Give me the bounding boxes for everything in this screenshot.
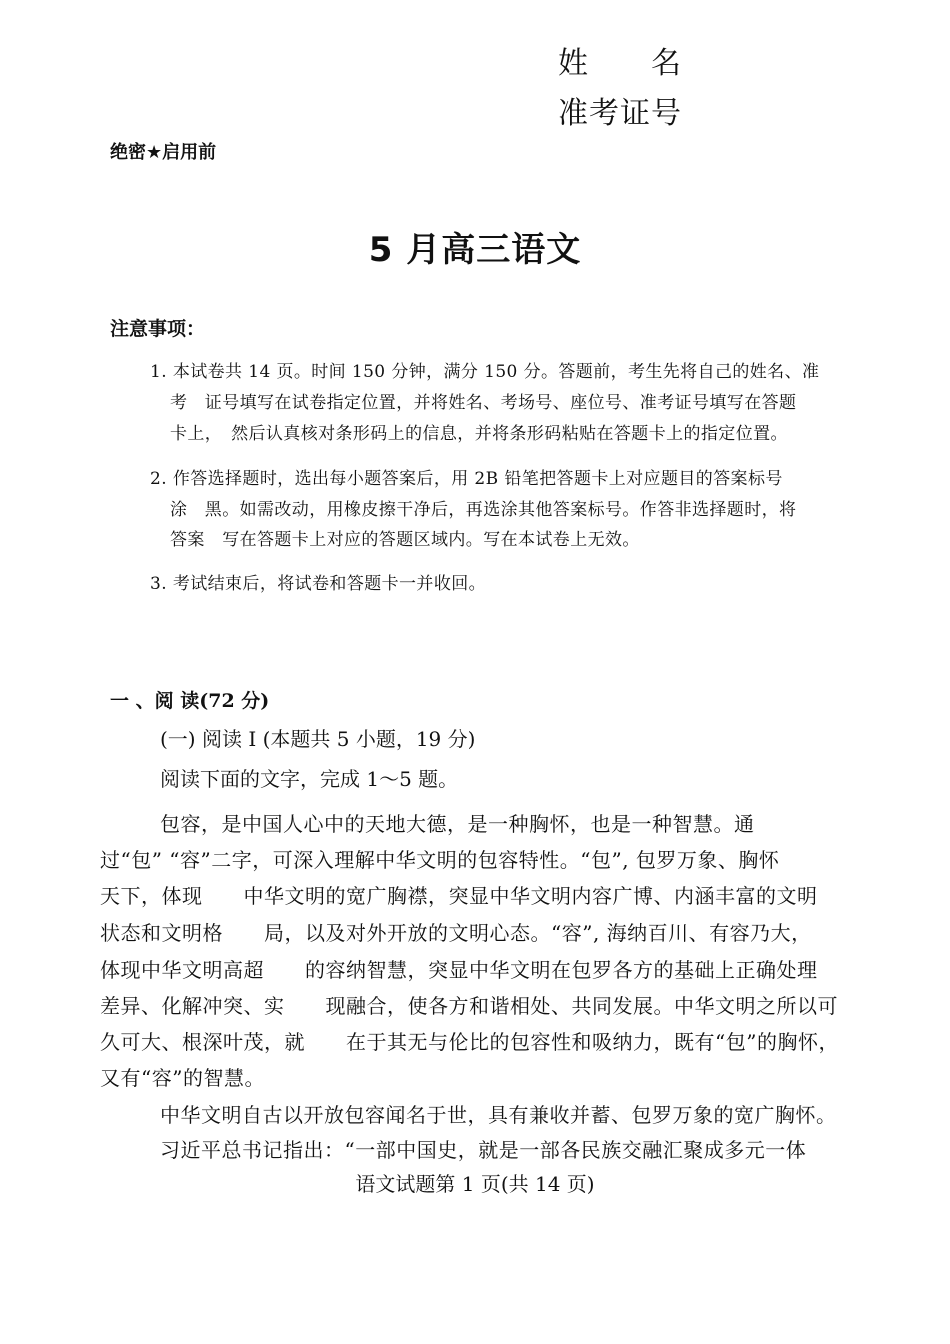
notice-item-1-line-1: 1. 本试卷共 14 页。时间 150 分钟，满分 150 分。答题前，考生先将自己的姓名、准 <box>150 362 820 382</box>
notice-item-2-line-1: 2. 作答选择题时，选出每小题答案后，用 2B 铅笔把答题卡上对应题目的答案标号 <box>150 469 783 489</box>
notice-item-1-line-2: 考 证号填写在试卷指定位置，并将姓名、考场号、座位号、准考证号填写在答题 <box>170 393 797 413</box>
page-footer: 语文试题第 1 页(共 14 页) <box>355 1172 595 1196</box>
passage-line: 体现中华文明高超 的容纳智慧，突显中华文明在包罗各方的基础上正确处理 <box>100 958 818 982</box>
notice-item-2-line-2: 涂 黑。如需改动，用橡皮擦干净后，再选涂其他答案标号。作答非选择题时，将 <box>170 500 797 520</box>
notice-item-3-line-1: 3. 考试结束后，将试卷和答题卡一并收回。 <box>150 574 487 594</box>
section-heading: 一 、阅 读(72 分) <box>110 690 270 712</box>
passage-line: 天下，体现 中华文明的宽广胸襟，突显中华文明内容广博、内涵丰富的文明 <box>100 884 818 908</box>
passage-line: 状态和文明格 局，以及对外开放的文明心态。“容”, 海纳百川、有容乃大， <box>100 921 812 945</box>
section-subheading: (一) 阅读 I (本题共 5 小题，19 分) <box>160 727 476 751</box>
name-label: 姓 名 <box>558 46 682 81</box>
passage-line: 久可大、根深叶茂，就 在于其无与伦比的包容性和吸纳力，既有“包”的胸怀， <box>100 1030 839 1054</box>
secret-mark: 绝密★启用前 <box>110 142 217 163</box>
page-title: 5 月高三语文 <box>368 230 582 270</box>
passage-line: 习近平总书记指出：“一部中国史，就是一部各民族交融汇聚成多元一体 <box>160 1138 807 1162</box>
exam-id-label: 准考证号 <box>558 96 682 131</box>
notice-heading: 注意事项： <box>110 318 206 340</box>
passage-line: 差异、化解冲突、实 现融合，使各方和谐相处、共同发展。中华文明之所以可 <box>100 994 838 1018</box>
notice-item-2-line-3: 答案 写在答题卡上对应的答题区域内。写在本试卷上无效。 <box>170 530 640 550</box>
passage-line: 又有“容”的智慧。 <box>100 1066 265 1090</box>
passage-line: 中华文明自古以开放包容闻名于世，具有兼收并蓄、包罗万象的宽广胸怀。 <box>160 1103 837 1127</box>
passage-line: 过“包” “容”二字，可深入理解中华文明的包容特性。“包”, 包罗万象、胸怀 <box>100 848 780 872</box>
section-instruction: 阅读下面的文字，完成 1～5 题。 <box>160 767 459 791</box>
notice-item-1-line-3: 卡上， 然后认真核对条形码上的信息，并将条形码粘贴在答题卡上的指定位置。 <box>170 424 788 444</box>
passage-line: 包容，是中国人心中的天地大德，是一种胸怀，也是一种智慧。通 <box>160 812 755 836</box>
